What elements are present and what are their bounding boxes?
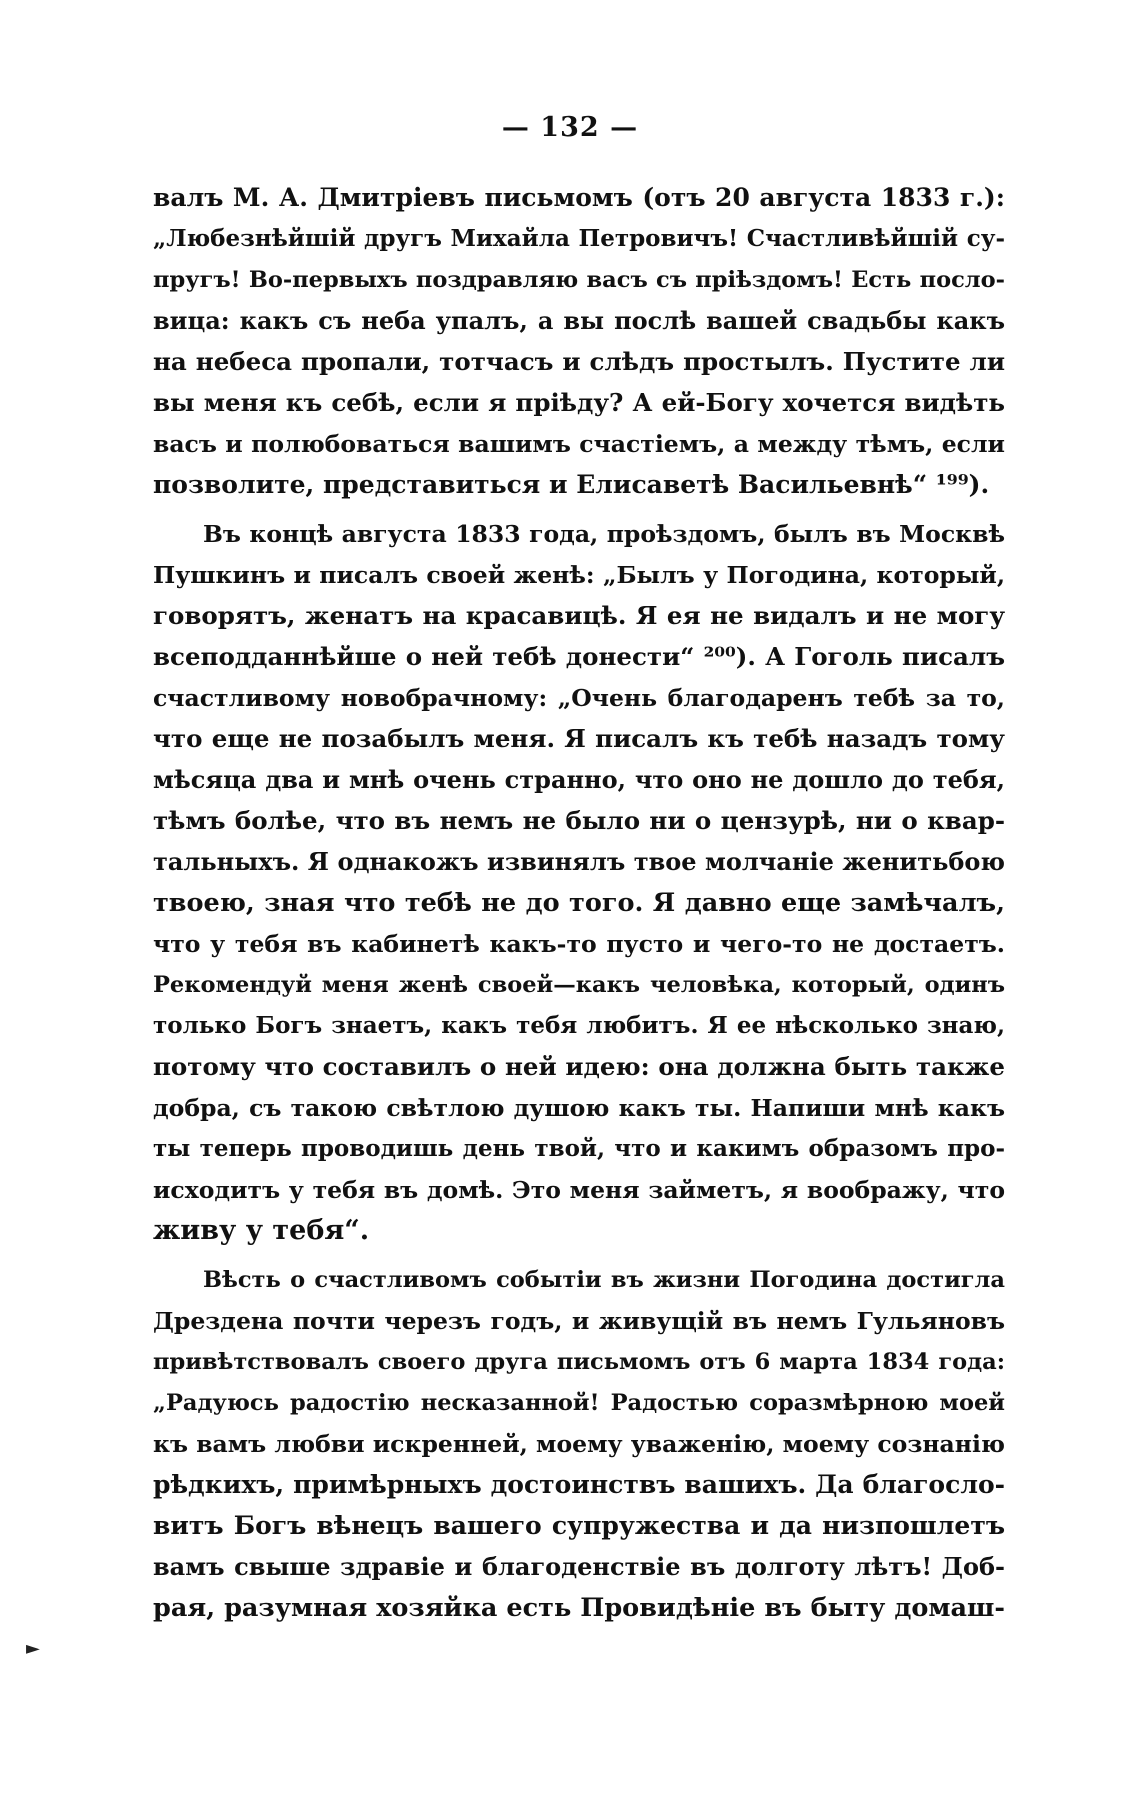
text-line: рѣдкихъ, примѣрныхъ достоинствъ вашихъ. Да благосло- [153,1470,1005,1499]
text-line: витъ Богъ вѣнецъ вашего супружества и да низпошлетъ [153,1511,1005,1540]
text-line: Рекомендуй меня женѣ своей—какъ человѣка, который, одинъ [153,972,1005,998]
text-line: пругъ! Во-первыхъ поздравляю васъ съ пріѣздомъ! Есть посло- [153,267,1005,293]
text-line: говорятъ, женатъ на красавицѣ. Я ея не видалъ и не могу [153,601,1005,630]
text-line: исходитъ у тебя въ домѣ. Это меня займетъ, я воображу, что [153,1176,1005,1204]
text-line: только Богъ знаетъ, какъ тебя любитъ. Я ее нѣсколько знаю, [153,1012,1005,1039]
paragraph-first-line: Вѣсть о счастливомъ событіи въ жизни Погодина достигла [203,1267,1005,1293]
text-line: васъ и полюбоваться вашимъ счастіемъ, а между тѣмъ, если [153,430,1005,458]
paragraph-first-line: Въ концѣ августа 1833 года, проѣздомъ, былъ въ Москвѣ [203,520,1005,548]
text-line: къ вамъ любви искренней, моему уваженію, моему сознанію [153,1430,1005,1458]
text-line: Дрездена почти черезъ годъ, и живущій въ немъ Гульяновъ [153,1307,1005,1335]
text-line: рая, разумная хозяйка есть Провидѣніе въ быту домаш- [153,1593,1005,1623]
text-line: мѣсяца два и мнѣ очень странно, что оно не дошло до тебя, [153,765,1005,794]
text-line: вы меня къ себѣ, если я пріѣду? А ей-Богу хочется видѣть [153,388,1005,417]
text-line: что еще не позабылъ меня. Я писалъ къ тебѣ назадъ тому [153,724,1005,753]
text-line: вамъ свыше здравіе и благоденствіе въ долготу лѣтъ! Доб- [153,1552,1005,1581]
text-line: твоею, зная что тебѣ не до того. Я давно еще замѣчалъ, [153,888,1005,918]
text-line: „Радуюсь радостію несказанной! Радостью соразмѣрною моей [153,1390,1005,1416]
scan-mark-icon: ► [26,1638,40,1659]
text-line: счастливому новобрачному: „Очень благодаренъ тебѣ за то, [153,684,1005,712]
text-line: „Любезнѣйшій другъ Михайла Петровичъ! Счастливѣйшій су- [153,225,1005,252]
text-line: потому что составилъ о ней идею: она должна быть также [153,1052,1005,1081]
text-line: валъ М. А. Дмитріевъ письмомъ (отъ 20 августа 1833 г.): [153,183,1005,212]
text-line: всеподданнѣйше о ней тебѣ донести“ ²⁰⁰). А Гоголь писалъ [153,642,1005,671]
text-line: ты теперь проводишь день твой, что и какимъ образомъ про- [153,1135,1005,1162]
text-line: привѣтствовалъ своего друга письмомъ отъ 6 марта 1834 года: [153,1349,1005,1375]
text-line: что у тебя въ кабинетѣ какъ-то пусто и чего-то не достаетъ. [153,930,1005,958]
page-number: — 132 — [501,112,639,143]
text-line: живу у тебя“. [153,1215,370,1246]
text-line: тѣмъ болѣе, что въ немъ не было ни о цензурѣ, ни о квар- [153,806,1005,835]
text-line: позволите, представиться и Елисаветѣ Васильевнѣ“ ¹⁹⁹). [153,470,990,499]
text-line: вица: какъ съ неба упалъ, а вы послѣ вашей свадьбы какъ [153,306,1005,335]
text-line: Пушкинъ и писалъ своей женѣ: „Былъ у Погодина, который, [153,561,1005,589]
text-line: тальныхъ. Я однакожъ извинялъ твое молчаніе женитьбою [153,847,1005,876]
text-line: на небеса пропали, тотчасъ и слѣдъ простылъ. Пустите ли [153,347,1005,376]
text-line: добра, съ такою свѣтлою душою какъ ты. Напиши мнѣ какъ [153,1094,1005,1122]
